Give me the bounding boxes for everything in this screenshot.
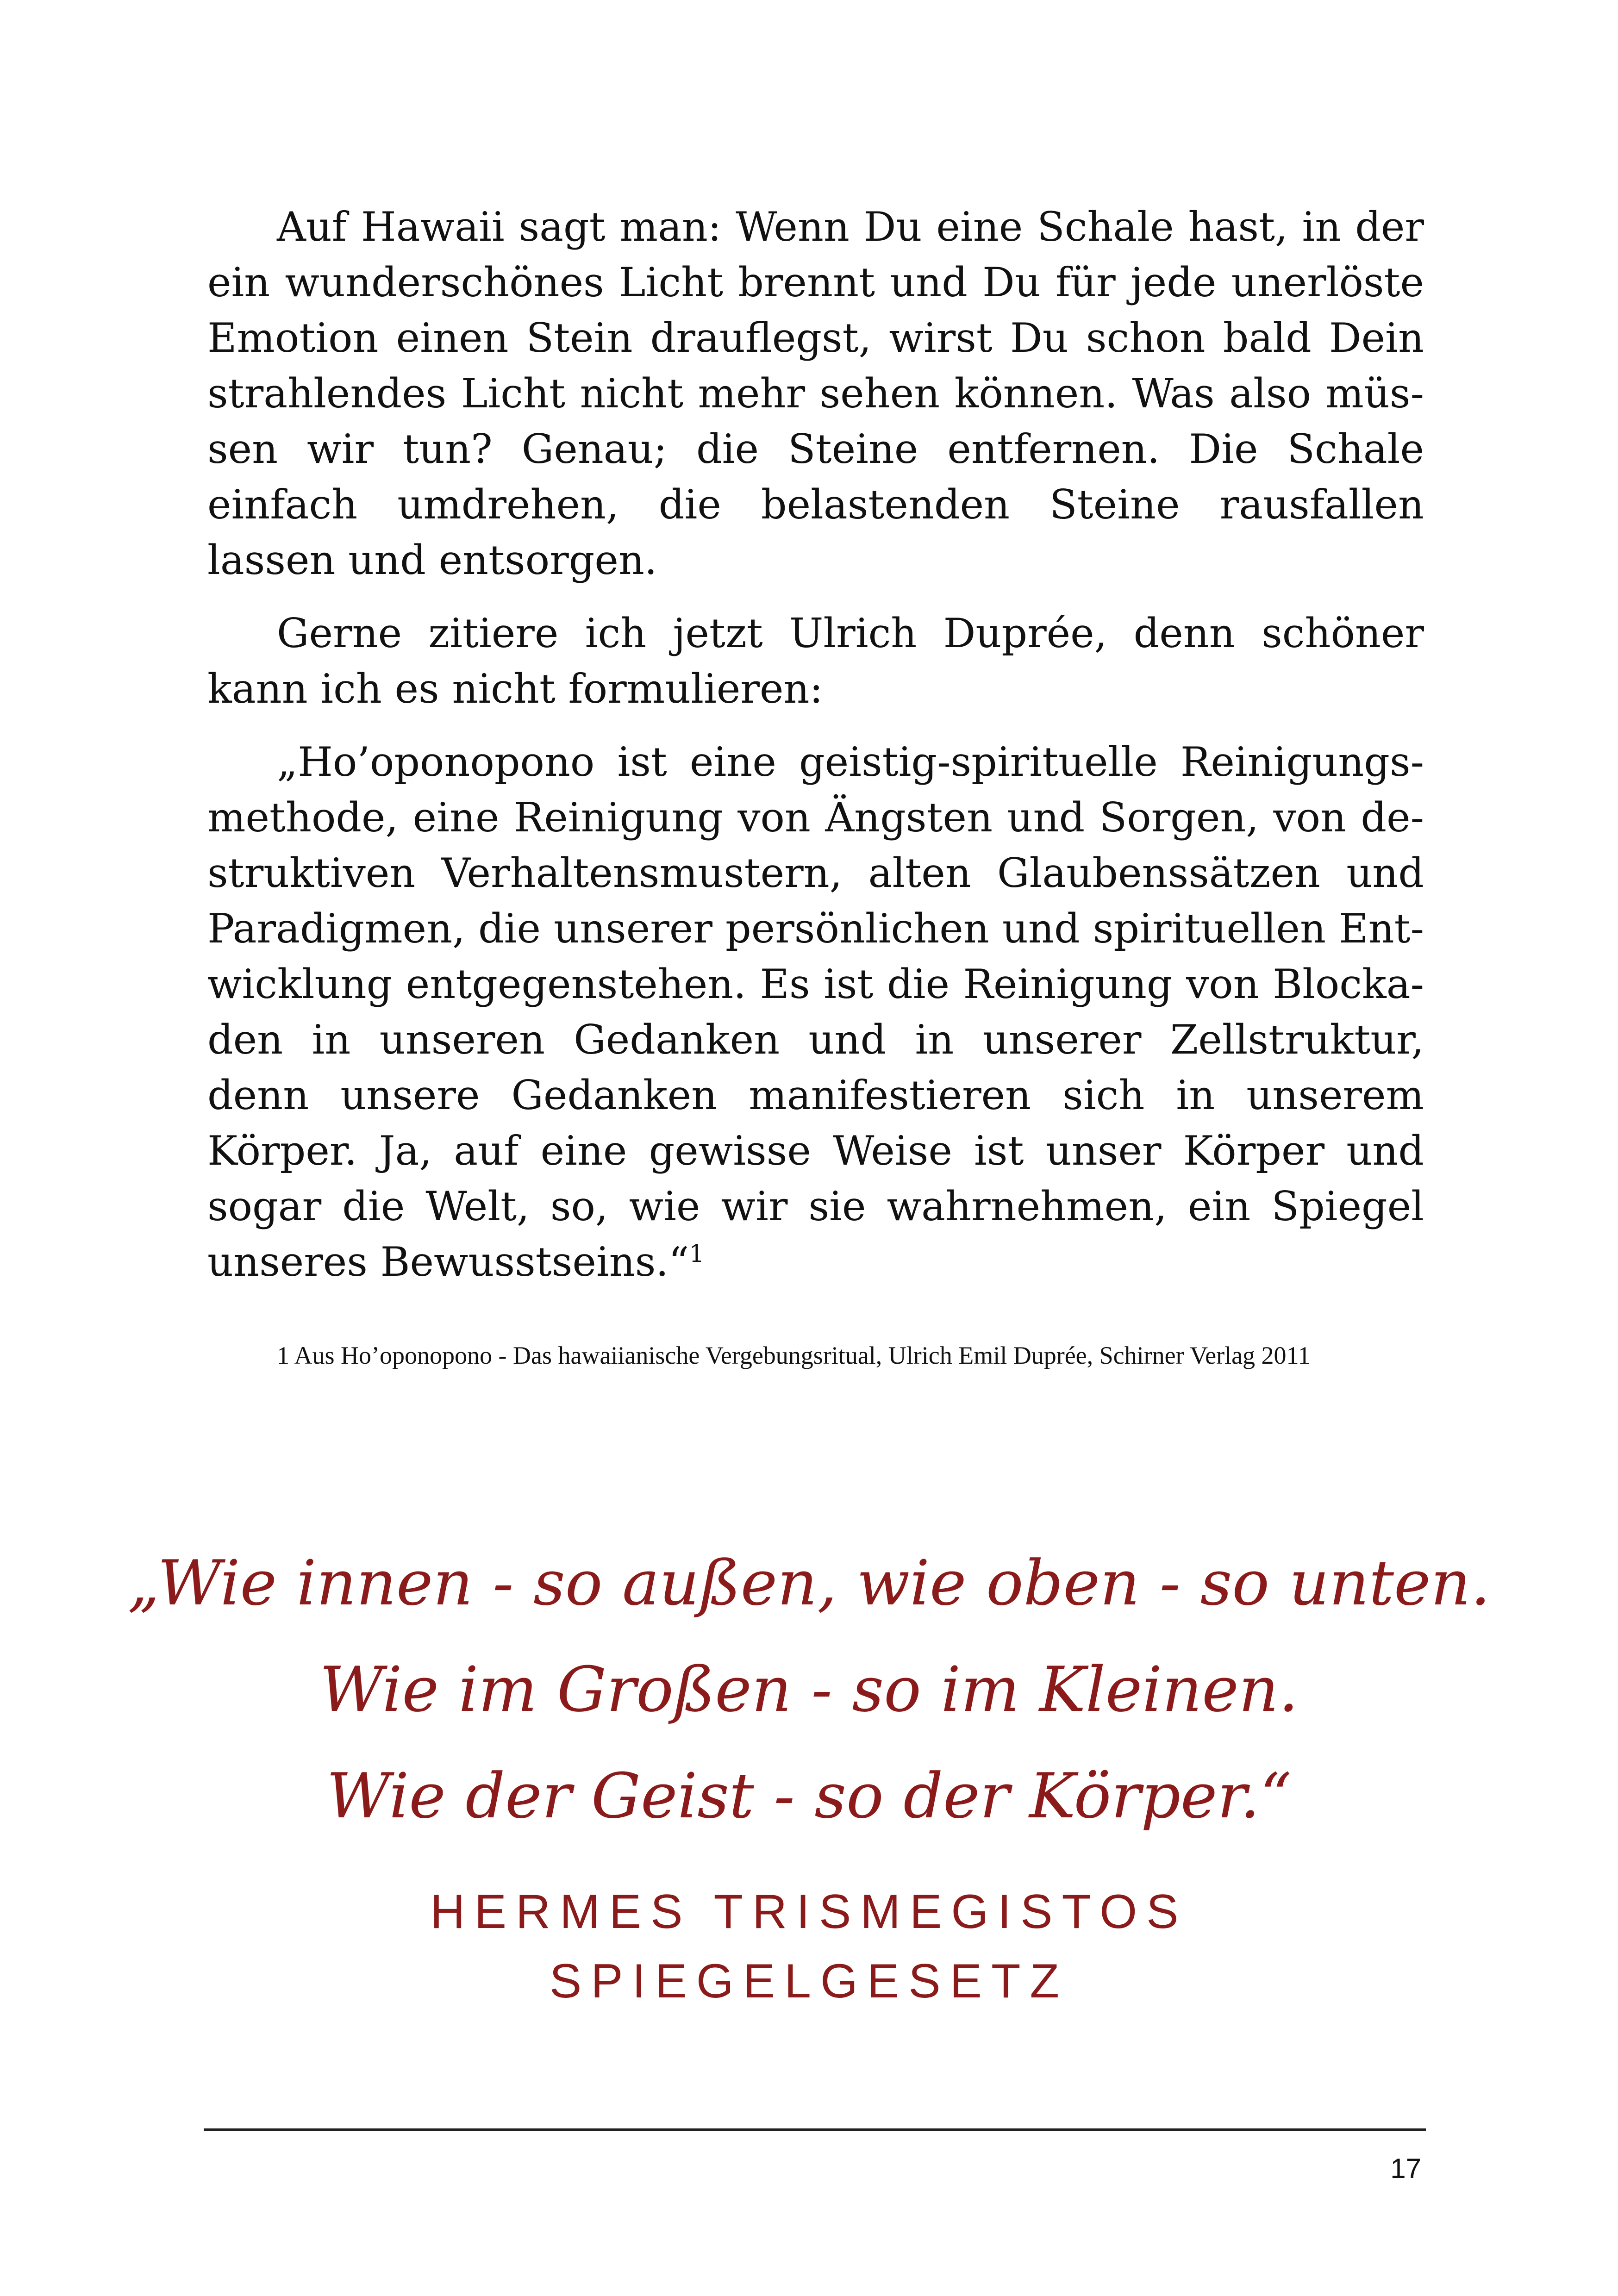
footer-rule xyxy=(204,2128,1426,2131)
quote-line-3: Wie der Geist - so der Körper.“ xyxy=(326,1760,1292,1832)
quote-line-1: „Wie innen - so außen, wie oben - so unten. xyxy=(127,1547,1491,1619)
paragraph-intro-quote xyxy=(207,605,1424,717)
paragraph-intro-quote-text: Gerne zitiere ich jetzt Ulrich Duprée, denn schöner kann ich es nicht formulieren: xyxy=(207,610,1424,712)
footnote: 1 Aus Ho’oponopono - Das hawaiianische Vergebungsritual, Ulrich Emil Duprée, Schirner Verlag 2011 xyxy=(277,1341,1311,1369)
paragraph-hawaii-text: Auf Hawaii sagt man: Wenn Du eine Schale hast, in der ein wunderschönes Licht brennt und Du für jede unerlöste Emotion einen Stein drauflegst, wirst Du schon bald Dein strahlendes Licht nicht mehr sehen können. Was also müssen wir tun? Genau; die Steine entfernen. Die Schale einfach umdrehen, die belastenden Steine rausfallen lassen und entsorgen. xyxy=(207,203,1424,584)
body-text xyxy=(207,199,1424,1307)
paragraph-dupree-quote xyxy=(207,734,1424,1290)
paragraph-hawaii xyxy=(207,199,1424,588)
quote-line-2: Wie im Großen - so im Kleinen. xyxy=(319,1653,1299,1726)
footnote-reference[interactable]: 1 xyxy=(689,1240,705,1268)
attribution-source: SPIEGELGESETZ xyxy=(549,1954,1069,2008)
page-number: 17 xyxy=(1390,2153,1421,2184)
hermes-quote xyxy=(0,1537,1618,1856)
quote-attribution xyxy=(0,1877,1618,2016)
paragraph-dupree-quote-text: „Ho’oponopono ist eine geistig-spirituelle Reinigungsmethode, eine Reinigung von Ängsten und Sorgen, von destruktiven Verhaltensmustern, alten Glaubenssätzen und Paradigmen, die unserer persönlichen und spirituellen Entwicklung entgegenstehen. Es ist die Reinigung von Blockaden in unseren Gedanken und in unserer Zellstruktur, denn unsere Gedanken manifestieren sich in unserem Körper. Ja, auf eine gewisse Weise ist unser Körper und sogar die Welt, so, wie wir sie wahrnehmen, ein Spiegel unseres Bewusstseins.“ xyxy=(207,738,1424,1285)
attribution-author: HERMES TRISMEGISTOS xyxy=(430,1885,1188,1939)
